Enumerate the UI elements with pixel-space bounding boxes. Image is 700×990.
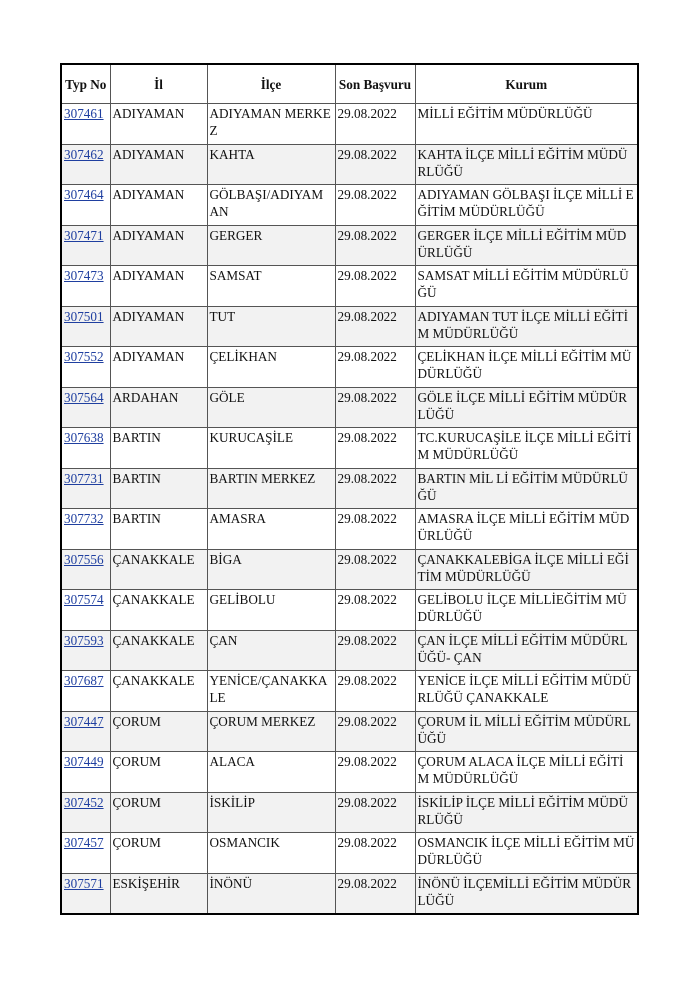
typ-no-cell — [61, 306, 110, 347]
son-basvuru-cell: 29.08.2022 — [335, 266, 415, 307]
typ-no-cell — [61, 792, 110, 833]
typ-no-cell — [61, 266, 110, 307]
son-basvuru-cell: 29.08.2022 — [335, 792, 415, 833]
typ-no-link[interactable]: 307687 — [64, 673, 104, 688]
table-row — [61, 387, 638, 428]
il-cell: ÇANAKKALE — [110, 671, 207, 712]
il-cell: ADIYAMAN — [110, 104, 207, 145]
ilce-cell: ALACA — [207, 752, 335, 793]
ilce-cell: TUT — [207, 306, 335, 347]
son-basvuru-cell: 29.08.2022 — [335, 104, 415, 145]
son-basvuru-cell: 29.08.2022 — [335, 630, 415, 671]
son-basvuru-cell: 29.08.2022 — [335, 347, 415, 388]
ilce-cell: KURUCAŞİLE — [207, 428, 335, 469]
kurum-cell: OSMANCIK İLÇE MİLLİ EĞİTİM MÜDÜRLÜĞÜ — [415, 833, 638, 874]
kurum-cell: GÖLE İLÇE MİLLİ EĞİTİM MÜDÜRLÜĞÜ — [415, 387, 638, 428]
kurum-cell: GERGER İLÇE MİLLİ EĞİTİM MÜDÜRLÜĞÜ — [415, 225, 638, 266]
son-basvuru-cell: 29.08.2022 — [335, 144, 415, 185]
il-cell: ÇORUM — [110, 792, 207, 833]
typ-no-link[interactable]: 307574 — [64, 592, 104, 607]
ilce-cell: BARTIN MERKEZ — [207, 468, 335, 509]
typ-no-link[interactable]: 307571 — [64, 875, 104, 891]
kurum-cell: ADIYAMAN GÖLBAŞI İLÇE MİLLİ EĞİTİM MÜDÜRLÜĞÜ — [415, 185, 638, 226]
table-header-row — [61, 64, 638, 104]
kurum-cell: ÇANAKKALEBİGA İLÇE MİLLİ EĞİTİM MÜDÜRLÜĞÜ — [415, 549, 638, 590]
typ-no-cell — [61, 711, 110, 752]
table-row — [61, 185, 638, 226]
typ-no-link[interactable]: 307464 — [64, 187, 104, 202]
table-row — [61, 306, 638, 347]
ilce-cell: ÇELİKHAN — [207, 347, 335, 388]
kurum-cell: İSKİLİP İLÇE MİLLİ EĞİTİM MÜDÜRLÜĞÜ — [415, 792, 638, 833]
table-body — [61, 104, 638, 914]
son-basvuru-cell: 29.08.2022 — [335, 428, 415, 469]
header-son-basvuru: Son Başvuru — [335, 64, 415, 104]
son-basvuru-cell: 29.08.2022 — [335, 509, 415, 550]
il-cell: ÇANAKKALE — [110, 590, 207, 631]
typ-no-link[interactable]: 307564 — [64, 389, 104, 405]
kurum-cell: ÇORUM ALACA İLÇE MİLLİ EĞİTİM MÜDÜRLÜĞÜ — [415, 752, 638, 793]
table-row — [61, 549, 638, 590]
table-row — [61, 509, 638, 550]
kurum-cell: ÇELİKHAN İLÇE MİLLİ EĞİTİM MÜDÜRLÜĞÜ — [415, 347, 638, 388]
typ-no-link[interactable]: 307732 — [64, 511, 104, 526]
kurum-cell: ÇORUM İL MİLLİ EĞİTİM MÜDÜRLÜĞÜ — [415, 711, 638, 752]
typ-no-cell — [61, 225, 110, 266]
typ-no-cell — [61, 144, 110, 185]
kurum-cell: KAHTA İLÇE MİLLİ EĞİTİM MÜDÜRLÜĞÜ — [415, 144, 638, 185]
il-cell: ADIYAMAN — [110, 306, 207, 347]
ilce-cell: SAMSAT — [207, 266, 335, 307]
kurum-cell: BARTIN MİL Lİ EĞİTİM MÜDÜRLÜĞÜ — [415, 468, 638, 509]
typ-no-link[interactable]: 307471 — [64, 227, 104, 243]
header-kurum: Kurum — [415, 64, 638, 104]
son-basvuru-cell: 29.08.2022 — [335, 306, 415, 347]
il-cell: ÇORUM — [110, 833, 207, 874]
ilce-cell: GÖLE — [207, 387, 335, 428]
table-row — [61, 752, 638, 793]
kurum-cell: GELİBOLU İLÇE MİLLİEĞİTİM MÜDÜRLÜĞÜ — [415, 590, 638, 631]
typ-no-link[interactable]: 307462 — [64, 146, 104, 162]
table-row — [61, 347, 638, 388]
table-row — [61, 711, 638, 752]
table-row — [61, 428, 638, 469]
typ-no-link[interactable]: 307461 — [64, 106, 104, 121]
son-basvuru-cell: 29.08.2022 — [335, 833, 415, 874]
typ-no-cell — [61, 671, 110, 712]
son-basvuru-cell: 29.08.2022 — [335, 752, 415, 793]
ilce-cell: AMASRA — [207, 509, 335, 550]
son-basvuru-cell: 29.08.2022 — [335, 225, 415, 266]
table-row — [61, 833, 638, 874]
typ-no-link[interactable]: 307501 — [64, 308, 104, 324]
typ-no-link[interactable]: 307473 — [64, 268, 104, 283]
ilce-cell: GERGER — [207, 225, 335, 266]
son-basvuru-cell: 29.08.2022 — [335, 549, 415, 590]
kurum-cell: YENİCE İLÇE MİLLİ EĞİTİM MÜDÜRLÜĞÜ ÇANAKKALE — [415, 671, 638, 712]
ilce-cell: ÇORUM MERKEZ — [207, 711, 335, 752]
kurum-cell: ÇAN İLÇE MİLLİ EĞİTİM MÜDÜRLÜĞÜ- ÇAN — [415, 630, 638, 671]
ilce-cell: GÖLBAŞI/ADIYAMAN — [207, 185, 335, 226]
kurum-cell: İNÖNÜ İLÇEMİLLİ EĞİTİM MÜDÜRLÜĞÜ — [415, 873, 638, 914]
header-typ-no: Typ No — [61, 64, 110, 104]
table-row — [61, 144, 638, 185]
typ-no-cell — [61, 752, 110, 793]
il-cell: ADIYAMAN — [110, 266, 207, 307]
son-basvuru-cell: 29.08.2022 — [335, 671, 415, 712]
table-row — [61, 630, 638, 671]
typ-no-link[interactable]: 307449 — [64, 754, 104, 769]
il-cell: BARTIN — [110, 468, 207, 509]
typ-no-cell — [61, 833, 110, 874]
typ-no-cell — [61, 104, 110, 145]
il-cell: BARTIN — [110, 509, 207, 550]
typ-no-cell — [61, 347, 110, 388]
son-basvuru-cell: 29.08.2022 — [335, 711, 415, 752]
kurum-cell: TC.KURUCAŞİLE İLÇE MİLLİ EĞİTİM MÜDÜRLÜĞÜ — [415, 428, 638, 469]
ilce-cell: ADIYAMAN MERKEZ — [207, 104, 335, 145]
table-row — [61, 873, 638, 914]
il-cell: ADIYAMAN — [110, 185, 207, 226]
typ-no-link[interactable]: 307638 — [64, 430, 104, 445]
header-ilce: İlçe — [207, 64, 335, 104]
table-row — [61, 266, 638, 307]
son-basvuru-cell: 29.08.2022 — [335, 185, 415, 226]
table-row — [61, 671, 638, 712]
typ-no-cell — [61, 509, 110, 550]
ilce-cell: ÇAN — [207, 630, 335, 671]
ilce-cell: KAHTA — [207, 144, 335, 185]
il-cell: ADIYAMAN — [110, 347, 207, 388]
il-cell: ARDAHAN — [110, 387, 207, 428]
typ-no-link[interactable]: 307731 — [64, 470, 104, 486]
kurum-cell: AMASRA İLÇE MİLLİ EĞİTİM MÜDÜRLÜĞÜ — [415, 509, 638, 550]
typ-no-cell — [61, 630, 110, 671]
ilce-cell: BİGA — [207, 549, 335, 590]
ilce-cell: İNÖNÜ — [207, 873, 335, 914]
typ-no-cell — [61, 873, 110, 914]
table-row — [61, 590, 638, 631]
il-cell: ESKİŞEHİR — [110, 873, 207, 914]
ilce-cell: İSKİLİP — [207, 792, 335, 833]
table-row — [61, 104, 638, 145]
il-cell: BARTIN — [110, 428, 207, 469]
il-cell: ÇORUM — [110, 711, 207, 752]
son-basvuru-cell: 29.08.2022 — [335, 468, 415, 509]
typ-no-cell — [61, 428, 110, 469]
typ-no-cell — [61, 590, 110, 631]
typ-no-link[interactable]: 307457 — [64, 835, 104, 850]
header-il: İl — [110, 64, 207, 104]
typ-no-link[interactable]: 307452 — [64, 794, 104, 810]
typ-no-cell — [61, 387, 110, 428]
table-row — [61, 468, 638, 509]
ilce-cell: YENİCE/ÇANAKKALE — [207, 671, 335, 712]
il-cell: ÇANAKKALE — [110, 549, 207, 590]
son-basvuru-cell: 29.08.2022 — [335, 873, 415, 914]
typ-no-link[interactable]: 307556 — [64, 551, 104, 567]
il-cell: ADIYAMAN — [110, 144, 207, 185]
il-cell: ÇANAKKALE — [110, 630, 207, 671]
kurum-cell: SAMSAT MİLLİ EĞİTİM MÜDÜRLÜĞÜ — [415, 266, 638, 307]
typ-no-link[interactable]: 307447 — [64, 713, 104, 729]
typ-no-cell — [61, 549, 110, 590]
job-listing-table — [60, 63, 639, 915]
son-basvuru-cell: 29.08.2022 — [335, 590, 415, 631]
ilce-cell: GELİBOLU — [207, 590, 335, 631]
typ-no-link[interactable]: 307593 — [64, 632, 104, 648]
typ-no-cell — [61, 185, 110, 226]
il-cell: ADIYAMAN — [110, 225, 207, 266]
table-row — [61, 792, 638, 833]
typ-no-cell — [61, 468, 110, 509]
il-cell: ÇORUM — [110, 752, 207, 793]
typ-no-link[interactable]: 307552 — [64, 349, 104, 364]
table-row — [61, 225, 638, 266]
son-basvuru-cell: 29.08.2022 — [335, 387, 415, 428]
kurum-cell: MİLLİ EĞİTİM MÜDÜRLÜĞÜ — [415, 104, 638, 145]
kurum-cell: ADIYAMAN TUT İLÇE MİLLİ EĞİTİM MÜDÜRLÜĞÜ — [415, 306, 638, 347]
ilce-cell: OSMANCIK — [207, 833, 335, 874]
